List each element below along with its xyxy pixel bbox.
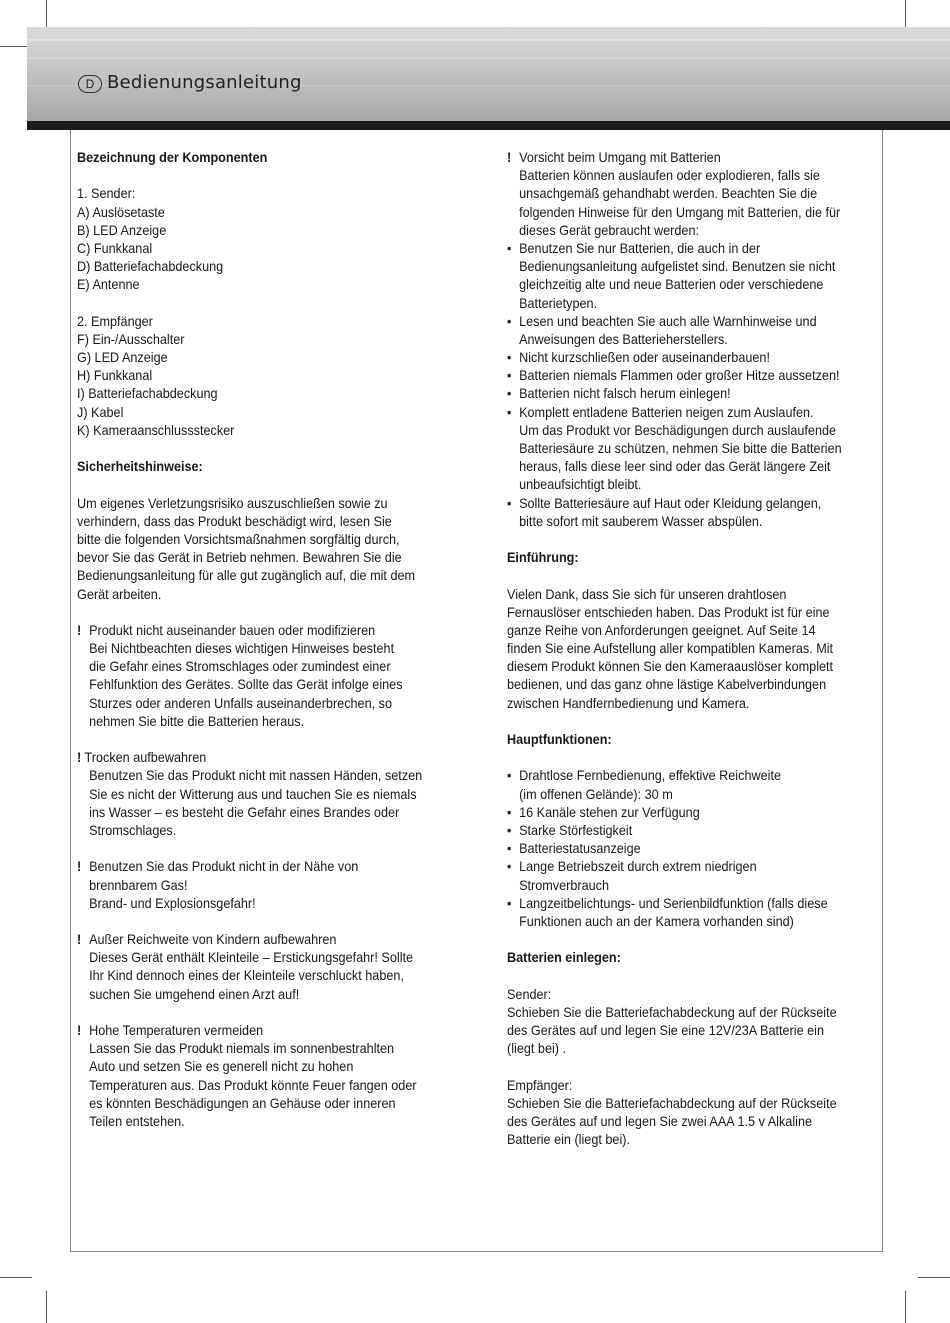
crop-mark <box>905 1291 906 1323</box>
paragraph-line: Lassen Sie das Produkt niemals im sonnenbestrahlten <box>89 1041 395 1057</box>
paragraph-line: verhindern, dass das Produkt beschädigt wird, lesen Sie <box>77 513 392 529</box>
bullet-icon: • <box>507 895 512 911</box>
page-title: Bedienungsanleitung <box>107 72 302 93</box>
list-item: E) Antenne <box>77 277 140 293</box>
paragraph-line: ganze Reihe von Anforderungen geeignet. Auf Seite 14 <box>507 622 816 638</box>
paragraph-line: Sturzes oder anderen Unfalls auseinanderbrechen, so <box>89 695 392 711</box>
paragraph-line: zwischen Handfernbedienung und Kamera. <box>507 695 750 711</box>
paragraph-line: Um eigenes Verletzungsrisiko auszuschließen sowie zu <box>77 495 388 511</box>
intro-heading: Einführung: <box>507 550 579 566</box>
paragraph-line: brennbarem Gas! <box>89 877 188 893</box>
list-item: H) Funkkanal <box>77 368 153 384</box>
paragraph-line: bitte sofort mit sauberem Wasser abspülen. <box>519 513 763 529</box>
batteries-heading: Batterien einlegen: <box>507 950 621 966</box>
paragraph-line: Bedienungsanleitung aufgelistet sind. Benutzen sie nicht <box>519 259 836 275</box>
bullet-icon: • <box>507 240 512 256</box>
paragraph-line: Batterien können auslaufen oder explodieren, falls sie <box>519 168 820 184</box>
list-item: • Langzeitbelichtungs- und Serienbildfunktion (falls diese <box>507 895 868 913</box>
list-item: I) Batteriefachabdeckung <box>77 386 218 402</box>
bullet-icon: • <box>507 404 512 420</box>
paragraph-line: Teilen entstehen. <box>89 1113 185 1129</box>
paragraph-line: Anweisungen des Batterieherstellers. <box>519 331 728 347</box>
warning-marker: ! <box>77 932 82 948</box>
warning-title: ! Hohe Temperaturen vermeiden <box>77 1022 466 1040</box>
paragraph-line: des Gerätes auf und legen Sie zwei AAA 1.5 v Alkaline <box>507 1113 813 1129</box>
warning-title: ! Vorsicht beim Umgang mit Batterien <box>507 149 868 167</box>
left-column <box>77 149 466 1131</box>
list-item: J) Kabel <box>77 404 124 420</box>
language-badge: D <box>78 75 102 93</box>
sender-heading: 1. Sender: <box>77 186 136 202</box>
paragraph-line: bevor Sie das Gerät in Betrieb nehmen. Bewahren Sie die <box>77 550 402 566</box>
paragraph-line: nehmen Sie bitte die Batterien heraus. <box>89 713 305 729</box>
warning-title: ! Benutzen Sie das Produkt nicht in der Nähe von <box>77 858 466 876</box>
list-item: F) Ein-/Ausschalter <box>77 331 185 347</box>
list-item: B) LED Anzeige <box>77 222 167 238</box>
warning-marker: ! <box>77 1023 82 1038</box>
paragraph-line: Brand- und Explosionsgefahr! <box>89 895 256 911</box>
list-item: • Batteriestatusanzeige <box>507 840 868 858</box>
warning-title: ! Produkt nicht auseinander bauen oder modifizieren <box>77 622 466 640</box>
paragraph-line: des Gerätes auf und legen Sie eine 12V/23A Batterie ein <box>507 1023 824 1038</box>
paragraph-line: dieses Gerät gebraucht werden: <box>519 222 700 238</box>
paragraph-line: bitte die folgenden Vorsichtsmaßnahmen sorgfältig durch, <box>77 531 400 547</box>
bullet-icon: • <box>507 822 512 838</box>
paragraph-line: Fehlfunktion des Gerätes. Sollte das Gerät infolge eines <box>89 677 403 693</box>
paragraph-line: Vielen Dank, dass Sie sich für unseren drahtlosen <box>507 586 787 602</box>
warning-marker: ! <box>77 859 82 875</box>
list-item: D) Batteriefachabdeckung <box>77 259 224 275</box>
bullet-icon: • <box>507 386 512 402</box>
paragraph-line: Temperaturen aus. Das Produkt könnte Feuer fangen oder <box>89 1077 417 1093</box>
paragraph-line: Fernauslöser entschieden haben. Das Produkt ist für eine <box>507 604 830 620</box>
list-item: A) Auslösetaste <box>77 204 165 220</box>
features-heading: Hauptfunktionen: <box>507 732 612 747</box>
bullet-icon: • <box>507 368 512 384</box>
paragraph-line: heraus, falls diese leer sind oder das Gerät längere Zeit <box>519 459 831 475</box>
paragraph-line: Batteriesäure zu schützen, nehmen Sie bitte die Batterien <box>519 441 842 456</box>
list-item: • Batterien niemals Flammen oder großer Hitze aussetzen! <box>507 367 868 385</box>
paragraph-line: ins Wasser – es besteht die Gefahr eines Brandes oder <box>89 804 400 820</box>
right-column <box>507 149 868 1149</box>
list-item: C) Funkkanal <box>77 240 153 256</box>
paragraph-line: Bei Nichtbeachten dieses wichtigen Hinweises besteht <box>89 641 395 657</box>
list-item: • Lesen und beachten Sie auch alle Warnhinweise und <box>507 313 868 331</box>
warning-title: ! Trocken aufbewahren <box>77 750 207 766</box>
paragraph-line: Dieses Gerät enthält Kleinteile – Erstickungsgefahr! Sollte <box>89 950 414 966</box>
receiver-heading: 2. Empfänger <box>77 313 153 329</box>
frame-line <box>70 1251 883 1252</box>
frame-line <box>70 130 71 1252</box>
paragraph-line: Bedienungsanleitung für alle gut zugänglich auf, die mit dem <box>77 568 416 584</box>
crop-mark <box>0 1277 32 1278</box>
warning-marker: ! <box>77 622 82 638</box>
paragraph-line: unbeaufsichtigt bleibt. <box>519 477 642 493</box>
list-item: G) LED Anzeige <box>77 350 168 366</box>
paragraph-line: Gerät arbeiten. <box>77 586 162 602</box>
paragraph-line: Stromverbrauch <box>519 877 610 893</box>
paragraph-line: folgenden Hinweise für den Umgang mit Batterien, die für <box>519 204 841 220</box>
paragraph-line: Um das Produkt vor Beschädigungen durch auslaufende <box>519 422 837 438</box>
crop-mark <box>46 1291 47 1323</box>
receiver-label: Empfänger: <box>507 1077 573 1093</box>
header-bar <box>27 121 950 130</box>
paragraph-line: Schieben Sie die Batteriefachabdeckung auf der Rückseite <box>507 1095 837 1111</box>
bullet-icon: • <box>507 804 512 820</box>
list-item: • Benutzen Sie nur Batterien, die auch in der <box>507 240 868 258</box>
paragraph-line: diesem Produkt können Sie den Kameraauslöser komplett <box>507 659 834 675</box>
paragraph-line: Stromschlages. <box>89 822 177 838</box>
list-item: • Sollte Batteriesäure auf Haut oder Kleidung gelangen, <box>507 495 868 513</box>
sender-label: Sender: <box>507 986 552 1002</box>
list-item: • Komplett entladene Batterien neigen zum Auslaufen. <box>507 404 868 422</box>
list-item: • Starke Störfestigkeit <box>507 822 868 840</box>
list-item: • Batterien nicht falsch herum einlegen! <box>507 385 868 403</box>
safety-heading: Sicherheitshinweise: <box>77 459 203 475</box>
bullet-icon: • <box>507 859 512 875</box>
bullet-icon: • <box>507 768 512 784</box>
paragraph-line: Funktionen auch an der Kamera vorhanden sind) <box>519 913 794 929</box>
list-item: • Lange Betriebszeit durch extrem niedrigen <box>507 858 868 876</box>
components-heading: Bezeichnung der Komponenten <box>77 150 268 165</box>
paragraph-line: (liegt bei) . <box>507 1041 567 1057</box>
paragraph-line: Ihr Kind dennoch eines der Kleinteile verschluckt haben, <box>89 968 404 984</box>
warning-title: ! Außer Reichweite von Kindern aufbewahren <box>77 931 466 949</box>
list-item: K) Kameraanschlussstecker <box>77 422 235 438</box>
paragraph-line: unsachgemäß gehandhabt werden. Beachten Sie die <box>519 186 818 202</box>
paragraph-line: (im offenen Gelände): 30 m <box>519 786 673 802</box>
paragraph-line: Auto und setzen Sie es generell nicht zu hohen <box>89 1059 354 1075</box>
bullet-icon: • <box>507 495 512 511</box>
paragraph-line: gleichzeitig alte und neue Batterien oder verschiedene <box>519 277 824 293</box>
frame-line <box>882 130 883 1252</box>
list-item: • Drahtlose Fernbedienung, effektive Reichweite <box>507 767 868 785</box>
paragraph-line: finden Sie eine Aufstellung aller kompatiblen Kameras. Mit <box>507 641 834 657</box>
paragraph-line: Schieben Sie die Batteriefachabdeckung auf der Rückseite <box>507 1004 837 1020</box>
crop-mark <box>918 1277 950 1278</box>
paragraph-line: suchen Sie umgehend einen Arzt auf! <box>89 986 300 1002</box>
paragraph-line: die Gefahr eines Stromschlages oder zumindest einer <box>89 659 391 675</box>
warning-marker: ! <box>77 750 82 766</box>
list-item: • 16 Kanäle stehen zur Verfügung <box>507 804 868 822</box>
warning-marker: ! <box>507 150 512 165</box>
paragraph-line: es könnten Beschädigungen an Gehäuse oder inneren <box>89 1095 396 1111</box>
bullet-icon: • <box>507 313 512 329</box>
paragraph-line: Batterietypen. <box>519 295 598 311</box>
list-item: • Nicht kurzschließen oder auseinanderbauen! <box>507 349 868 367</box>
paragraph-line: Batterie ein (liegt bei). <box>507 1132 630 1148</box>
paragraph-line: Benutzen Sie das Produkt nicht mit nassen Händen, setzen <box>89 768 423 784</box>
bullet-icon: • <box>507 350 512 366</box>
paragraph-line: Sie es nicht der Witterung aus und tauchen Sie es niemals <box>89 786 417 802</box>
bullet-icon: • <box>507 841 512 857</box>
paragraph-line: bedienen, und das ganz ohne lästige Kabelverbindungen <box>507 677 827 693</box>
